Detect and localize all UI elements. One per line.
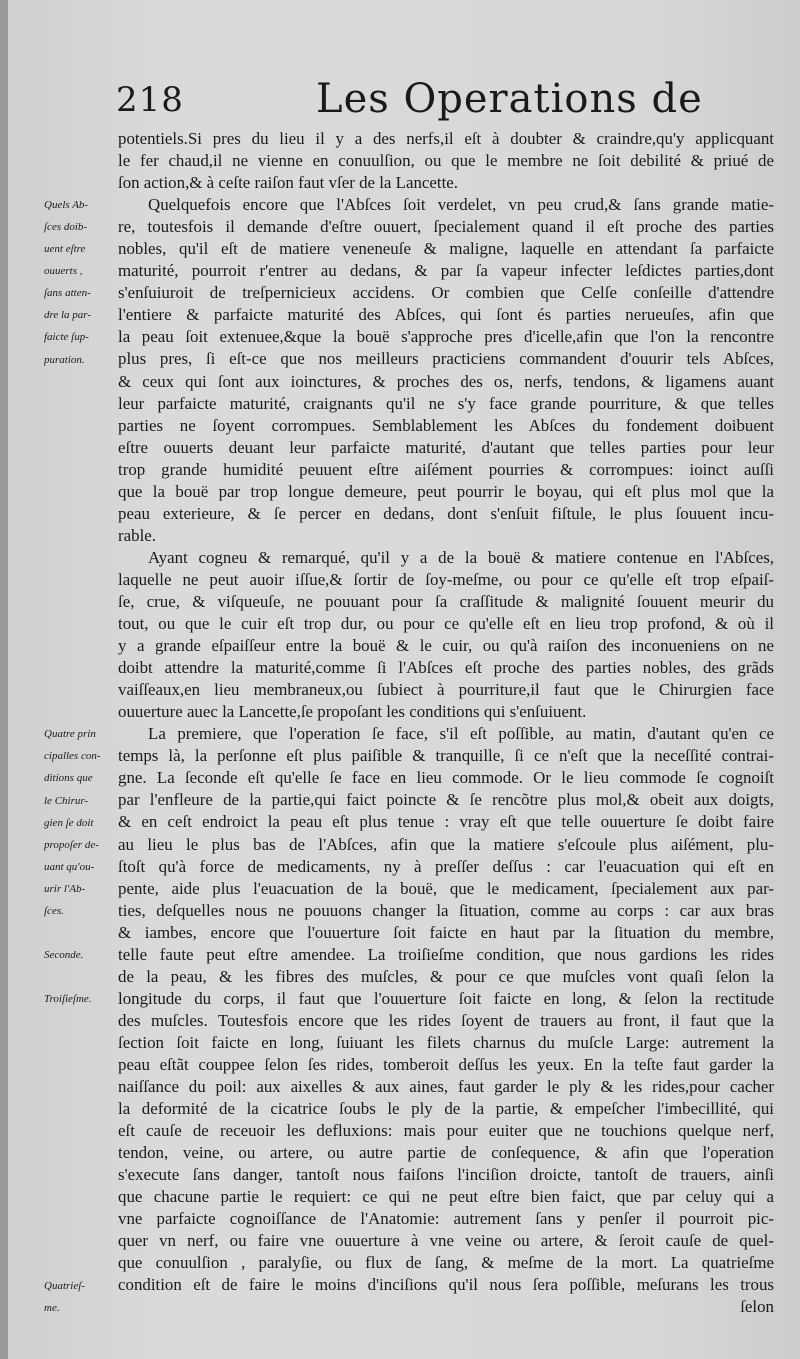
running-title: Les Operations de <box>316 76 703 122</box>
text-line: quer vn nerf, ou faire vne ouuerture à vne veine ou artere, & ſeroit cauſe de quel- <box>118 1231 774 1251</box>
margin-note: dre la par- <box>44 309 92 322</box>
text-line: ouuerture auec la Lancette,ſe propoſant les conditions qui s'enſuiuent. <box>118 702 587 722</box>
text-body <box>118 128 774 1319</box>
margin-note: Quatre prin <box>44 728 96 741</box>
text-line: longitude du corps, il faut que l'ouuerture ſoit faicte en long, & ſelon la rectitude <box>118 988 774 1008</box>
text-line: La premiere, que l'operation ſe face, s'il eſt poſſible, au matin, d'autant qu'en ce <box>148 724 774 744</box>
text-line: l'entiere & parfaicte maturité des Abſces, qui ſont és parties nerueuſes, afin que <box>118 305 774 325</box>
text-line: temps là, la perſonne eſt plus paiſible & tranquille, ſi ce n'eſt que la neceſſité contrai- <box>118 746 774 766</box>
margin-note: ditions que <box>44 772 93 785</box>
margin-note: puration. <box>44 353 85 366</box>
margin-note: cipalles con- <box>44 750 101 763</box>
text-line: nobles, qu'il eſt de matiere veneneuſe & maligne, laquelle en attendant ſa parfaicte <box>118 239 774 259</box>
text-line: & iambes, encore que l'ouuerture ſoit faicte en haut par la ſituation du membre, <box>118 922 774 942</box>
text-line: telle faute peut eſtre amendee. La troiſieſme condition, que nous gardions les rides <box>118 944 774 964</box>
text-line: re, toutesfois il demande d'eſtre ouuert, ſpecialement quand il eſt proche des parties <box>118 217 774 237</box>
margin-note: urir l'Ab- <box>44 882 86 895</box>
margin-note: uent eſtre <box>44 243 86 256</box>
margin-note: Quatrieſ- <box>44 1279 85 1292</box>
text-line: eſtre ouuerts deuant leur parfaicte maturité, d'autant que telles parties pour leur <box>118 437 774 457</box>
margin-note: ſces. <box>44 904 64 917</box>
margin-note: Quels Ab- <box>44 199 89 212</box>
text-line: tout, ou que le cuir eſt trop dur, ou pour ce qu'elle eſt en lieu trop profond, & où il <box>118 614 774 634</box>
margin-note: ſces doib- <box>44 221 88 234</box>
page-number: 218 <box>116 80 184 120</box>
text-line: ſon action,& à ceſte raiſon faut vſer de la Lancette. <box>118 173 458 193</box>
margin-note: ſans atten- <box>44 287 91 300</box>
margin-note: propoſer de- <box>44 838 99 851</box>
text-line: ſe, crue, & viſqueuſe, ne pouuant pour ſa craſſitude & malignité ſouuent meurir du <box>118 591 774 611</box>
text-line: plus pres, ſi eſt-ce que nos meilleurs practiciens commandent d'ouurir tels Abſces, <box>118 349 774 369</box>
text-line: au lieu le plus bas de l'Abſces, afin que la matiere s'eſcoule plus aiſément, plu- <box>118 834 774 854</box>
catchword: ſelon <box>740 1297 774 1317</box>
text-line: que chacune partie le requiert: ce qui ne peut eſtre bien faict, que par celuy qui a <box>118 1187 774 1207</box>
text-line: leur parfaicte maturité, craignants qu'il ne s'y face grande pourriture, & que telles <box>118 393 774 413</box>
text-line: la peau ſoit extenuee,&que la bouë s'approche pres d'icelle,afin que l'on la rencontre <box>118 327 774 347</box>
book-page <box>8 0 800 1359</box>
margin-note: ouuerts , <box>44 265 83 278</box>
margin-note: Seconde. <box>44 948 84 961</box>
text-line: peau eſtãt couppee ſelon ſes rides, tomberoit deſſus les yeux. En la teſte faut garder la <box>118 1054 774 1074</box>
text-line: potentiels.Si pres du lieu il y a des nerfs,il eſt à doubter & craindre,qu'y applicquant <box>118 129 774 148</box>
text-line: de la peau, & les fibres des muſcles, & pour ce que muſcles vont quaſi ſelon la <box>118 966 774 986</box>
text-line: condition eſt de faire le moins d'inciſions qu'il nous ſera poſſible, meſurans les trous <box>118 1275 774 1295</box>
text-line: pente, aide plus l'euacuation de la bouë, que le medicament, ſpecialement aux par- <box>118 878 774 898</box>
margin-note: le Chirur- <box>44 794 89 807</box>
text-line: vne parfaicte cognoiſſance de l'Anatomie: autrement ſans y penſer il pourroit pic- <box>118 1209 774 1229</box>
text-line: ties, deſquelles nous ne pouuons changer la ſituation, comme au corps : car aux bras <box>118 900 774 920</box>
margin-note: uant qu'ou- <box>44 860 95 873</box>
text-line: parties ne ſoyent corrompues. Semblablement les Abſces du fondement doibuent <box>118 415 774 435</box>
text-line: Ayant cogneu & remarqué, qu'il y a de la bouë & matiere contenue en l'Abſces, <box>148 547 774 567</box>
text-line: par l'enfleure de la partie,qui faict poincte & ſe rencõtre plus mol,& obeit aux doigts, <box>118 790 774 810</box>
text-line: laquelle ne peut auoir iſſue,& ſortir de ſoy-meſme, ou pour ce qu'elle eſt trop eſpaiſ- <box>118 569 774 589</box>
text-line: & ceux qui ſont aux ioinctures, & proches des os, nerfs, tendons, & ligamens auant <box>118 371 774 391</box>
margin-note: me. <box>44 1301 60 1314</box>
text-line: s'execute ſans danger, tantoſt nous faiſons l'inciſion droicte, tantoſt de trauers, ainſi <box>118 1165 774 1185</box>
text-line: s'enſuiuroit de treſpernicieux accidens. Or combien que Celſe conſeille d'attendre <box>118 283 774 303</box>
margin-note: Troiſieſme. <box>44 992 92 1005</box>
text-line: doibt attendre la maturité,comme ſi l'Abſces eſt proche des parties nobles, des grãds <box>118 658 774 678</box>
text-line: que la bouë par trop longue demeure, peut pourrir le boyau, qui eſt plus mol que la <box>118 481 774 501</box>
text-line: tendon, veine, ou artere, ou autre partie de conſequence, & afin que l'operation <box>118 1143 774 1163</box>
text-line: Quelquefois encore que l'Abſces ſoit verdelet, vn peu crud,& ſans grande matie- <box>148 195 774 215</box>
text-line: trop grande humidité peuuent eſtre aiſément pourries & corrompues: ioinct auſſi <box>118 459 774 479</box>
text-line: le fer chaud,il ne vienne en conuulſion, ou que le membre ne ſoit debilité & priué de <box>118 151 774 171</box>
text-line: & en ceſt endroict la peau eſt plus tenue : vray eſt que telle ouuerture ſe doibt faire <box>118 812 774 832</box>
text-line: la deformité de la cicatrice ſoubs le ply de la partie, & empeſcher l'imbecillité, qui <box>118 1099 774 1119</box>
text-line: ſtoſt qu'à force de medicaments, ny à preſſer deſſus : car l'euacuation qui eſt en <box>118 856 774 876</box>
text-line: ſection ſoit faicte en long, ſuiuant les filets charnus du muſcle Large: autrement la <box>118 1032 774 1052</box>
text-line: gne. La ſeconde eſt qu'elle ſe face en lieu commode. Or le lieu commode ſe cognoiſt <box>118 768 774 788</box>
margin-note: gien ſe doit <box>44 816 94 829</box>
text-line: vaiſſeaux,en lieu membraneux,ou ſubiect à pourriture,il faut que le Chirurgien face <box>118 680 774 700</box>
text-line: des muſcles. Toutesfois encore que les rides ſoyent de trauers au front, il faut que la <box>118 1010 774 1030</box>
text-line: y a grande eſpaiſſeur entre la bouë & le cuir, ou qu'à raiſon des inconueniens on ne <box>118 636 774 656</box>
text-line: maturité, pourroit r'entrer au dedans, & par ſa vapeur infecter leſdictes parties,dont <box>118 261 774 281</box>
text-line: eſt cauſe de receuoir les defluxions: mais pour euiter que ne touchions quelque nerf, <box>118 1121 774 1141</box>
text-line: naiſſance du poil: aux aixelles & aux aines, faut garder le ply & les rides,pour cacher <box>118 1077 774 1097</box>
margin-note: faicte ſup- <box>44 331 89 344</box>
text-line: peau exterieure, & ſe percer en dedans, dont s'enſuit fiſtule, le plus ſouuent incu- <box>118 503 774 523</box>
text-line: rable. <box>118 525 156 545</box>
text-line: que conuulſion , paralyſie, ou flux de ſang, & meſme de la mort. La quatrieſme <box>118 1253 774 1273</box>
